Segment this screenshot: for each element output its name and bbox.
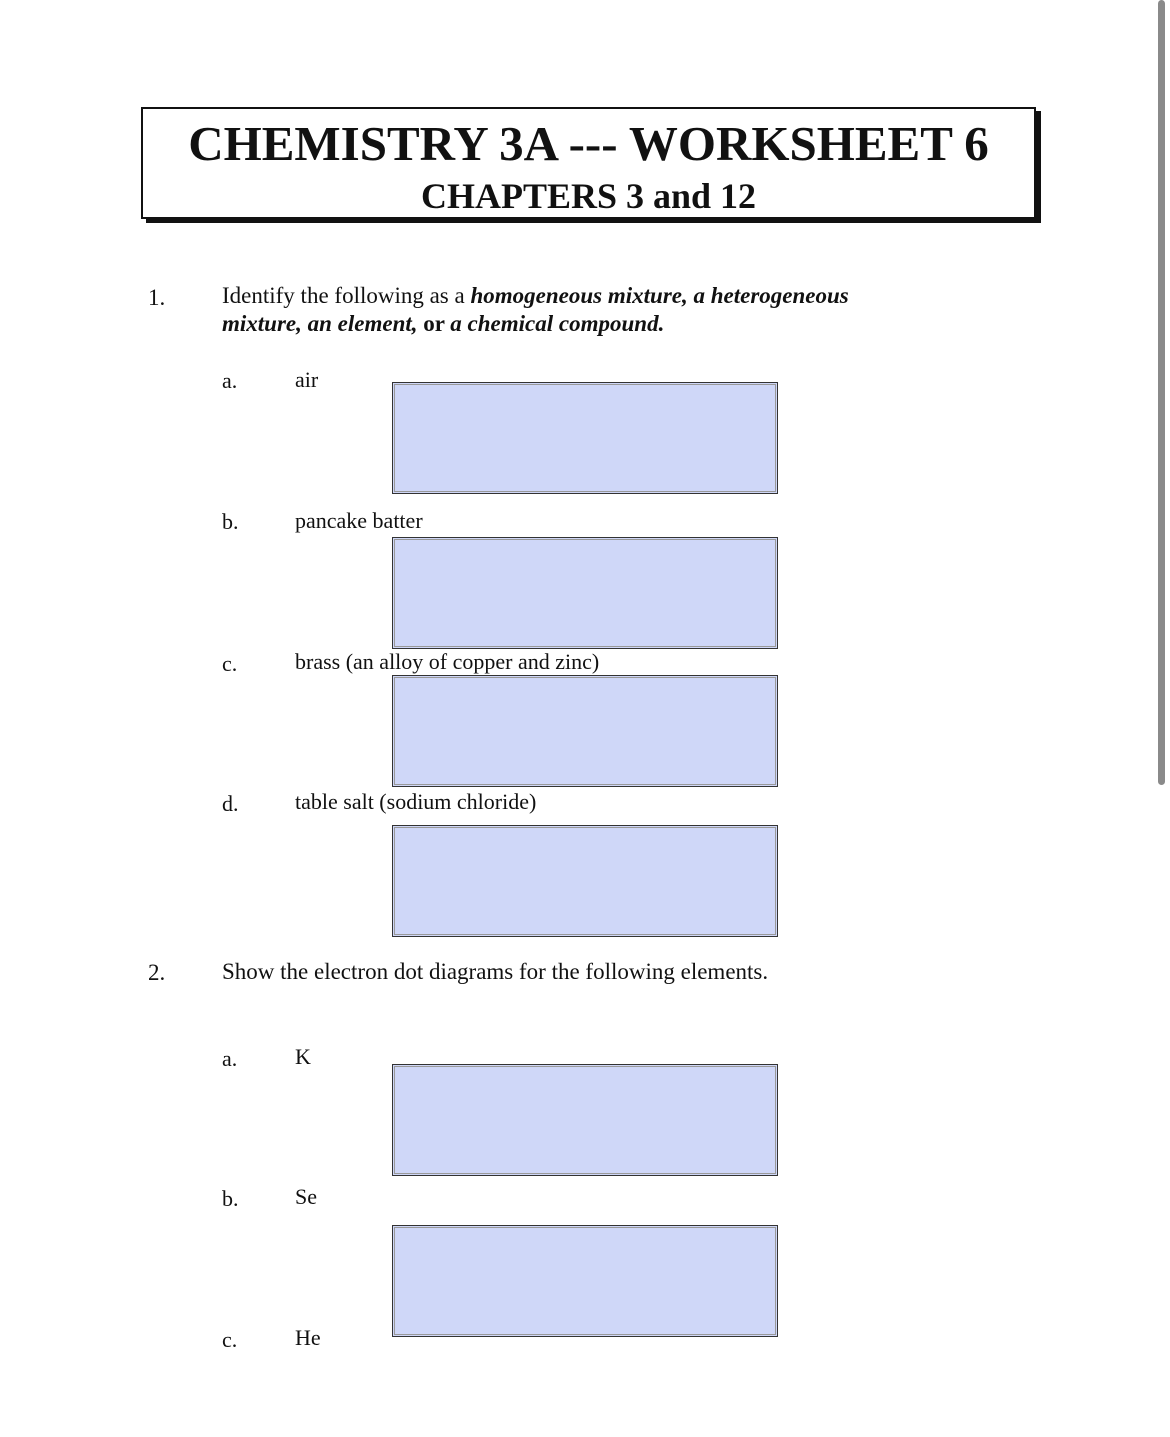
- q1-item-b-text: pancake batter: [295, 508, 423, 533]
- worksheet-subtitle: CHAPTERS 3 and 12: [420, 176, 757, 216]
- q1-item-a-answer-field[interactable]: [392, 382, 778, 494]
- question-2-prompt: Show the electron dot diagrams for the following elements.: [222, 959, 769, 984]
- q1-item-a-label: a.: [222, 368, 238, 393]
- q1-item-b-label: b.: [222, 509, 239, 534]
- q1-item-b-answer-field[interactable]: [392, 537, 778, 649]
- q1-item-d-answer-field[interactable]: [392, 825, 778, 937]
- q1-item-c-text: brass (an alloy of copper and zinc): [295, 649, 600, 674]
- q2-item-c-label: c.: [222, 1327, 238, 1352]
- question-1-number: 1.: [148, 285, 166, 310]
- q2-item-a-text: K: [295, 1044, 311, 1069]
- q2-item-a-label: a.: [222, 1046, 238, 1071]
- question-2-number: 2.: [148, 960, 166, 985]
- q2-item-b-text: Se: [295, 1184, 317, 1209]
- worksheet-title: CHEMISTRY 3A --- WORKSHEET 6: [188, 116, 989, 171]
- vertical-scrollbar[interactable]: [1158, 0, 1165, 785]
- q2-item-c-text: He: [295, 1325, 321, 1350]
- q1-item-a-text: air: [295, 367, 319, 392]
- q2-item-a-answer-field[interactable]: [392, 1064, 778, 1176]
- worksheet-title-box: [141, 107, 1036, 219]
- question-1-prompt: Identify the following as a homogeneous mixture, a heterogeneous mixture, an element, or a chemical compound.: [222, 283, 849, 336]
- q1-item-d-text: table salt (sodium chloride): [295, 789, 537, 814]
- q1-item-d-label: d.: [222, 791, 239, 816]
- q2-item-b-answer-field[interactable]: [392, 1225, 778, 1337]
- q1-item-c-label: c.: [222, 651, 238, 676]
- q1-item-c-answer-field[interactable]: [392, 675, 778, 787]
- q2-item-b-label: b.: [222, 1186, 239, 1211]
